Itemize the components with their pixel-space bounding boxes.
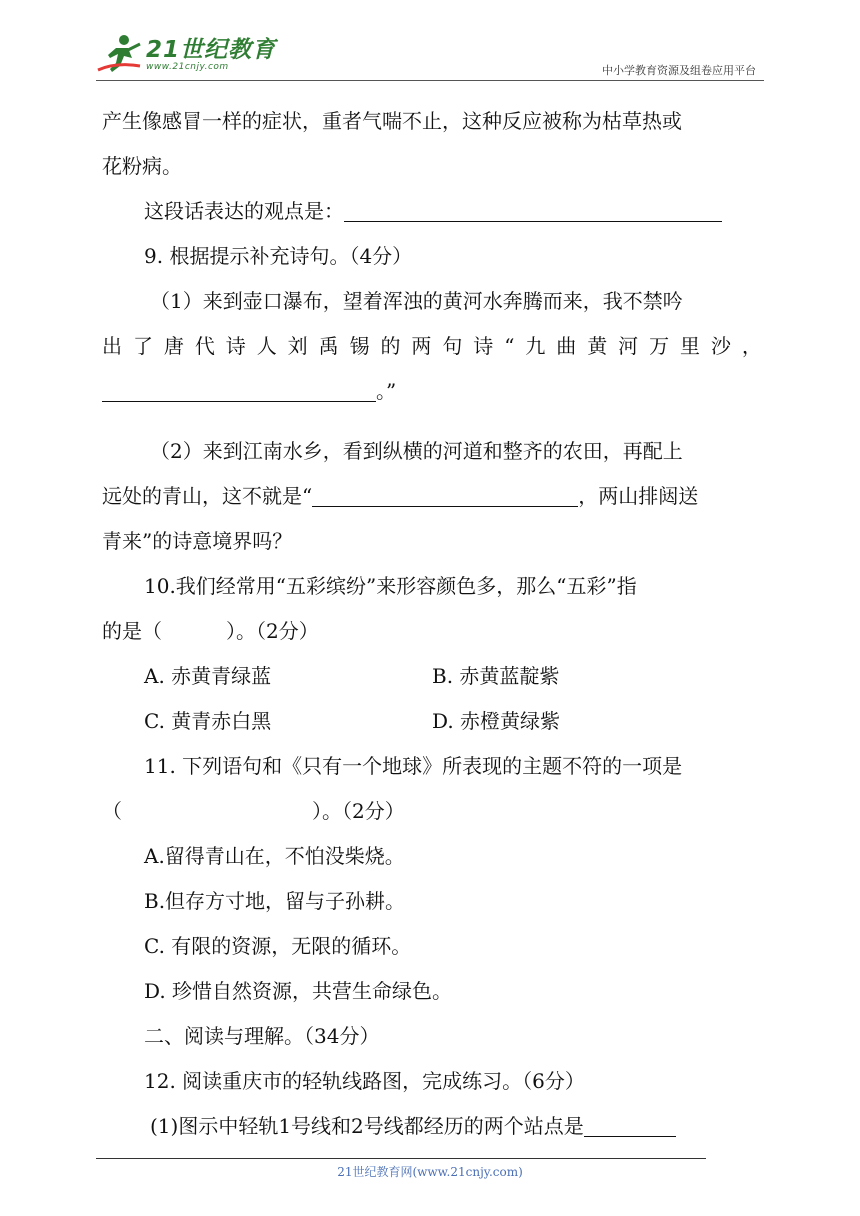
q12-1-text: (1)图示中轻轨1号线和2号线都经历的两个站点是 — [150, 1114, 584, 1138]
question-9-2-line2 — [102, 481, 698, 511]
question-9-1-line1: （1）来到壶口瀑布，望着浑浊的黄河水奔腾而来，我不禁吟 — [150, 289, 683, 313]
q10-end: ）。（2分） — [226, 619, 319, 643]
option-d: D. 赤橙黄绿紫 — [432, 709, 561, 733]
platform-name: 中小学教育资源及组卷应用平台 — [602, 64, 756, 77]
question-12: 12. 阅读重庆市的轻轨线路图，完成练习。（6分） — [144, 1069, 585, 1093]
site-logo — [96, 32, 276, 78]
q9-2-start: 远处的青山，这不就是“ — [102, 484, 313, 508]
justified-char: 代 — [194, 334, 215, 358]
justified-char: 诗 — [225, 334, 246, 358]
text-line: 产生像感冒一样的症状，重者气喘不止，这种反应被称为枯草热或 — [102, 109, 682, 133]
justified-char: 里 — [680, 334, 701, 358]
viewpoint-line — [144, 196, 722, 226]
option-a: A.留得青山在，不怕没柴烧。 — [144, 844, 405, 868]
justified-char: 万 — [649, 334, 670, 358]
footer-divider — [96, 1158, 706, 1159]
question-10-line2 — [102, 616, 319, 646]
runner-logo-icon — [96, 32, 144, 78]
question-9: 9. 根据提示补充诗句。（4分） — [144, 244, 413, 268]
justified-char: 人 — [256, 334, 277, 358]
justified-char: 了 — [132, 334, 153, 358]
justified-char: 诗 — [473, 334, 494, 358]
justified-char: 河 — [618, 334, 639, 358]
justified-char: 沙 — [710, 334, 731, 358]
justified-char: “ — [504, 334, 515, 358]
question-11-line1: 11. 下列语句和《只有一个地球》所表现的主题不符的一项是 — [144, 754, 683, 778]
station-blank[interactable] — [584, 1114, 676, 1137]
justified-char: 禹 — [318, 334, 339, 358]
option-b: B. 赤黄蓝靛紫 — [432, 664, 560, 688]
q11-start: （ — [102, 799, 122, 823]
justified-char: 曲 — [556, 334, 577, 358]
question-9-2-line1: （2）来到江南水乡，看到纵横的河道和整齐的农田，再配上 — [150, 439, 683, 463]
justified-char: 的 — [380, 334, 401, 358]
q11-end: ）。（2分） — [312, 799, 405, 823]
question-9-2-line3: 青来”的诗意境界吗？ — [102, 529, 293, 553]
question-9-1-line2 — [102, 331, 762, 361]
justified-char: 两 — [411, 334, 432, 358]
header-divider — [96, 80, 764, 81]
poem-blank-1-end: 。” — [376, 379, 397, 403]
poem-blank-2[interactable] — [312, 484, 578, 507]
poem-blank-1[interactable] — [102, 379, 376, 402]
page-footer: 21世纪教育网(www.21cnjy.com) — [337, 1165, 523, 1179]
section-heading: 二、阅读与理解。（34分） — [144, 1024, 380, 1048]
justified-char: 句 — [442, 334, 463, 358]
answer-blank[interactable] — [344, 199, 722, 222]
question-12-1 — [150, 1111, 676, 1141]
justified-char: 锡 — [349, 334, 370, 358]
justified-char: ， — [741, 334, 762, 358]
option-c: C. 黄青赤白黑 — [144, 709, 272, 733]
question-9-1-line3 — [102, 376, 396, 406]
justified-char: 刘 — [287, 334, 308, 358]
page-header — [96, 32, 764, 82]
option-c: C. 有限的资源，无限的循环。 — [144, 934, 412, 958]
option-a: A. 赤黄青绿蓝 — [144, 664, 272, 688]
option-d: D. 珍惜自然资源，共营生命绿色。 — [144, 979, 453, 1003]
justified-char: 出 — [102, 334, 122, 358]
justified-char: 九 — [525, 334, 546, 358]
justified-char: 唐 — [163, 334, 184, 358]
q10-start: 的是（ — [102, 619, 162, 643]
q9-2-end: ，两山排闼送 — [578, 484, 699, 508]
question-11-line2 — [102, 796, 405, 826]
justified-char: 黄 — [587, 334, 608, 358]
text-line: 花粉病。 — [102, 154, 182, 178]
option-b: B.但存方寸地，留与子孙耕。 — [144, 889, 406, 913]
logo-title: 21世纪教育 — [146, 36, 277, 63]
logo-url: www.21cnjy.com — [146, 61, 229, 72]
question-10-line1: 10.我们经常用“五彩缤纷”来形容颜色多，那么“五彩”指 — [144, 574, 637, 598]
viewpoint-prompt: 这段话表达的观点是： — [144, 199, 344, 223]
